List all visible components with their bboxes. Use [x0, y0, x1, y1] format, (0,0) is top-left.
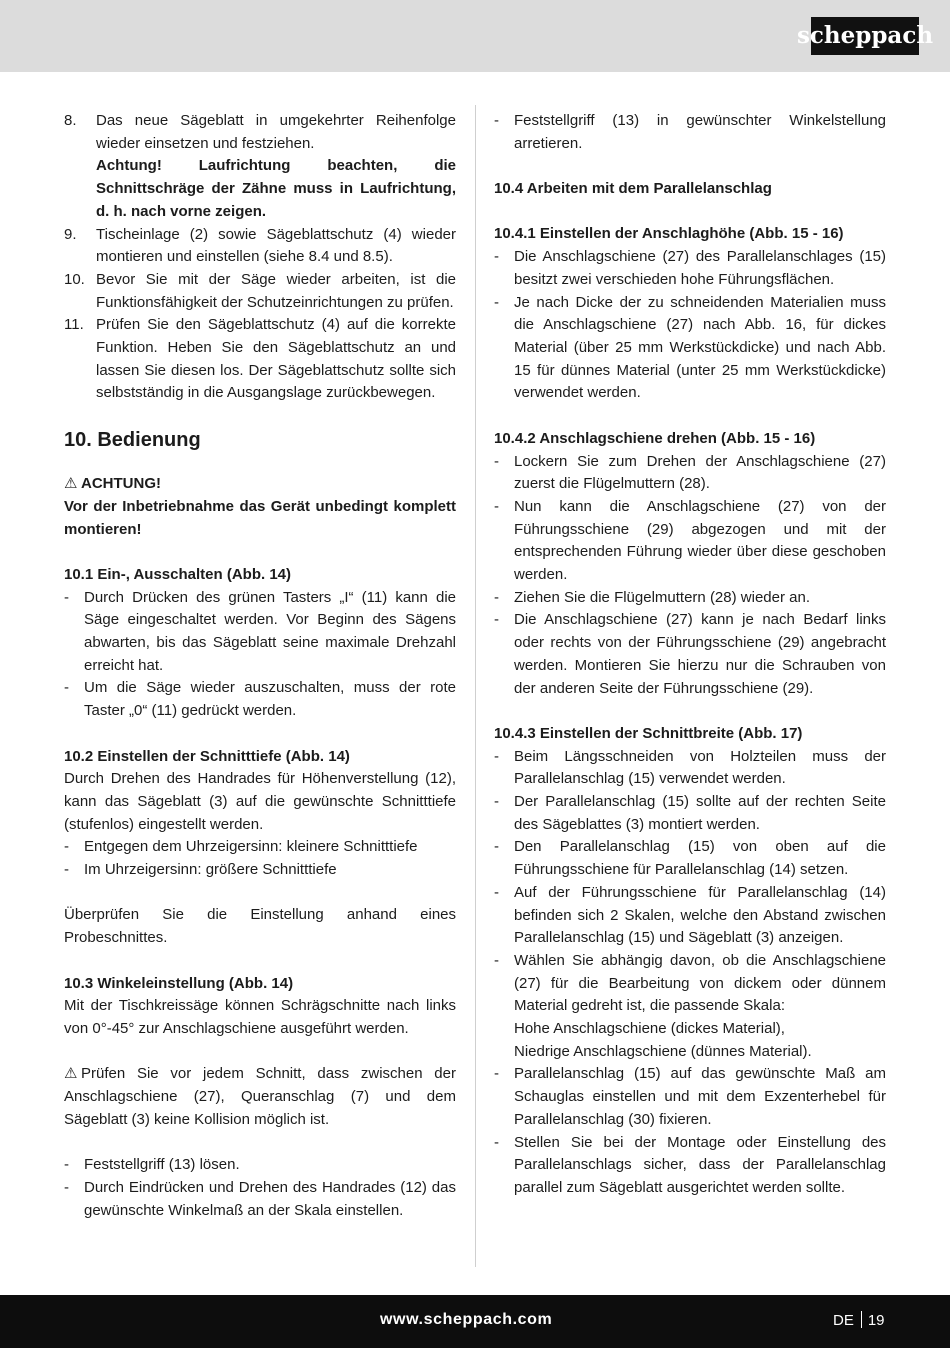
heading-10-4-2: 10.4.2 Anschlagschiene drehen (Abb. 15 - 16) — [494, 429, 816, 447]
heading-10-3: 10.3 Winkeleinstellung (Abb. 14) — [64, 974, 294, 992]
list-item-10: 10. Bevor Sie mit der Säge wieder arbeiten, ist die Funktionsfähigkeit der Schutzeinrichtungen zu prüfen. — [64, 270, 456, 311]
list-item: - Feststellgriff (13) lösen. — [64, 1156, 240, 1174]
list-item-8: 8. Das neue Sägeblatt in umgekehrter Reihenfolge wieder einsetzen und festziehen. Achtung! Laufrichtung beachten, die Schnittschräge der Zähne muss in Laufrichtung, d. h. nach vorne zeigen. — [64, 110, 456, 224]
list-item: - Feststellgriff (13) in gewünschter Winkelstellung arretieren. — [494, 112, 886, 152]
paragraph: Überprüfen Sie die Einstellung anhand eines Probeschnittes. — [64, 906, 456, 947]
page-footer — [0, 1295, 950, 1348]
list-item: - Lockern Sie zum Drehen der Anschlagschiene (27) zuerst die Flügelmuttern (28). — [494, 452, 886, 493]
list-item: - Durch Eindrücken und Drehen des Handrades (12) das gewünschte Winkelmaß an der Skala einstellen. — [64, 1178, 456, 1219]
list-item-9: 9. Tischeinlage (2) sowie Sägeblattschutz (4) wieder montieren und einstellen (siehe 8.4 und 8.5). — [64, 225, 456, 266]
list-item: - Auf der Führungsschiene für Parallelanschlag (14) befinden sich 2 Skalen, welche den Abstand zwischen Parallelanschlag (15) und Sägeblatt (3) anzeigen. — [494, 883, 886, 947]
list-item: - Die Anschlagschiene (27) des Parallelanschlages (15) besitzt zwei verschieden hohe Führungsflächen. — [494, 248, 886, 288]
right-column — [494, 110, 886, 1200]
brand-logo: scheppach — [811, 17, 919, 55]
list-item: - Ziehen Sie die Flügelmuttern (28) wieder an. — [494, 588, 810, 606]
collision-warning: ⚠ Prüfen Sie vor jedem Schnitt, dass zwischen der Anschlagschiene (27), Queranschlag (7) und dem Sägeblatt (3) keine Kollision möglich ist. — [64, 1065, 456, 1128]
list-item: - Entgegen dem Uhrzeigersinn: kleinere Schnitttiefe — [64, 838, 418, 856]
warning-triangle-icon: ⚠ — [64, 1065, 78, 1083]
list-item-11: 11. Prüfen Sie den Sägeblattschutz (4) auf die korrekte Funktion. Heben Sie den Sägeblattschutz an und lassen Sie diesen los. Der Sägeblattschutz sollte sich selbstständig in die Ausgangslage zurückbewegen. — [64, 316, 456, 402]
page-number: DE 19 — [833, 1312, 885, 1329]
website-link[interactable]: www.scheppach.com — [380, 1311, 553, 1328]
left-column — [64, 110, 456, 1222]
column-divider — [475, 105, 476, 1267]
list-item: - Durch Drücken des grünen Tasters „I“ (11) kann die Säge eingeschaltet werden. Vor Beginn des Sägens abwarten, bis das Sägeblatt seine maximale Drehzahl erreicht hat. — [64, 588, 456, 674]
warning-heading: ⚠ ACHTUNG! — [64, 473, 456, 496]
heading-10-4-1: 10.4.1 Einstellen der Anschlaghöhe (Abb. 15 - 16) — [494, 225, 844, 243]
list-item: - Den Parallelanschlag (15) von oben auf die Führungsschiene für Parallelanschlag (14) setzen. — [494, 838, 886, 879]
list-item: - Nun kann die Anschlagschiene (27) von der Führungsschiene (29) abgezogen und mit der entsprechenden Führung wieder über diese geschoben werden. — [494, 497, 886, 584]
list-item: - Je nach Dicke der zu schneidenden Materialien muss die Anschlagschiene (27) nach Abb. 16, für dickes Material (über 25 mm Werkstückdicke) und nach Abb. 15 für dünnes Material (unter 25 mm Werkstückdicke) verwendet werden. — [494, 293, 886, 402]
heading-10-2: 10.2 Einstellen der Schnitttiefe (Abb. 14) — [64, 747, 350, 765]
list-item: - Im Uhrzeigersinn: größere Schnitttiefe — [64, 861, 337, 879]
heading-10-4: 10.4 Arbeiten mit dem Parallelanschlag — [494, 180, 772, 198]
list-item: - Der Parallelanschlag (15) sollte auf der rechten Seite des Sägeblattes (3) montiert werden. — [494, 793, 886, 833]
paragraph: Durch Drehen des Handrades für Höhenverstellung (12), kann das Sägeblatt (3) auf die gewünschte Schnitttiefe (stufenlos) eingestellt werden. — [64, 770, 456, 833]
page-header — [0, 0, 950, 72]
list-item: - Parallelanschlag (15) auf das gewünschte Maß am Schauglas einstellen und mit dem Exzenterhebel für Parallelanschlag (30) fixieren. — [494, 1065, 886, 1128]
warning-text: Vor der Inbetriebnahme das Gerät unbedingt komplett montieren! — [64, 497, 456, 538]
heading-10-1: 10.1 Ein-, Ausschalten (Abb. 14) — [64, 565, 291, 583]
section-title: 10. Bedienung — [64, 429, 201, 452]
list-item: - Um die Säge wieder auszuschalten, muss der rote Taster „0“ (11) gedrückt werden. — [64, 679, 456, 720]
list-item: - Stellen Sie bei der Montage oder Einstellung des Parallelanschlags sicher, dass der Parallelanschlag parallel zum Sägeblatt ausgerichtet werden sollte. — [494, 1133, 886, 1196]
warning-triangle-icon: ⚠ — [64, 475, 78, 493]
paragraph: Mit der Tischkreissäge können Schrägschnitte nach links von 0°-45° zur Anschlagschiene ausgeführt werden. — [64, 997, 456, 1037]
list-item: - Beim Längsschneiden von Holzteilen muss der Parallelanschlag (15) verwendet werden. — [494, 747, 886, 788]
list-item: - Die Anschlagschiene (27) kann je nach Bedarf links oder rechts von der Führungsschiene (29) angebracht werden. Montieren Sie hierzu nur die Schrauben von der anderen Seite der Führungsschiene (29). — [494, 611, 886, 697]
list-item: - Wählen Sie abhängig davon, ob die Anschlagschiene (27) für die Bearbeitung von dickem oder dünnem Material gedreht ist, die passende Skala: Hohe Anschlagschiene (dickes Material), Niedrige Anschlagschiene (dünnes Material). — [494, 951, 886, 1060]
heading-10-4-3: 10.4.3 Einstellen der Schnittbreite (Abb. 17) — [494, 724, 803, 742]
direction-warning: Achtung! Laufrichtung beachten, die Schnittschräge der Zähne muss in Laufrichtung, d. h. nach vorne zeigen. — [96, 157, 456, 220]
